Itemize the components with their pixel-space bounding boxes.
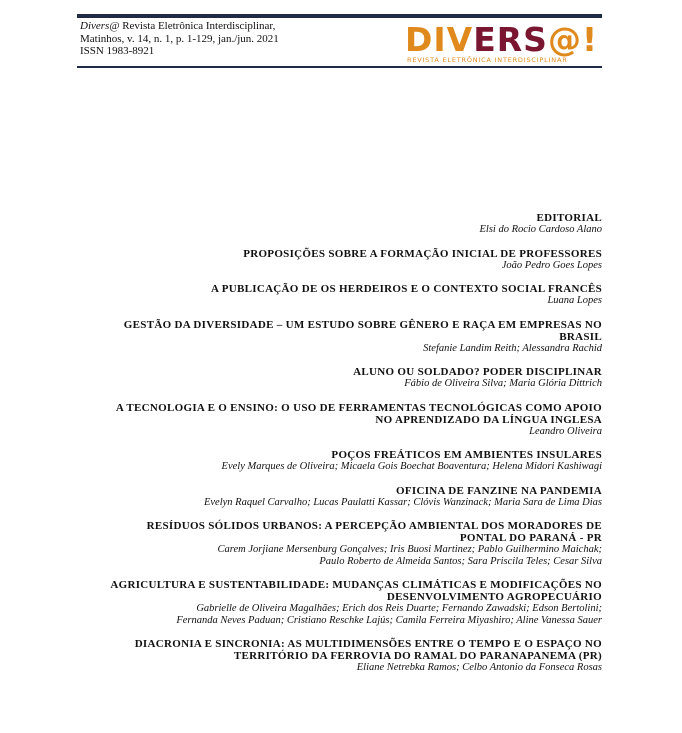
journal-line-1 [80, 20, 279, 33]
diversa-logo [405, 18, 605, 66]
article-title: RESÍDUOS SÓLIDOS URBANOS: A PERCEPÇÃO AMBIENTAL DOS MORADORES DE PONTAL DO PARANÁ - PR [146, 520, 602, 544]
article-title: ALUNO OU SOLDADO? PODER DISCIPLINAR [353, 366, 602, 378]
toc-entry [100, 638, 602, 674]
article-title: A PUBLICAÇÃO DE OS HERDEIROS E O CONTEXTO SOCIAL FRANCÊS [211, 283, 602, 295]
toc-entry [100, 319, 602, 355]
toc-entry [100, 283, 602, 307]
table-of-contents [100, 212, 602, 686]
article-title: PROPOSIÇÕES SOBRE A FORMAÇÃO INICIAL DE PROFESSORES [243, 247, 602, 260]
article-title: DIACRONIA E SINCRONIA: AS MULTIDIMENSÕES ENTRE O TEMPO E O ESPAÇO NO TERRITÓRIO DA FERROVIA DO RAMAL DO PARANAPANEMA (PR) [134, 638, 602, 662]
toc-entry [100, 579, 602, 626]
article-title: EDITORIAL [536, 212, 602, 224]
article-authors: Paulo Roberto de Almeida Santos; Sara Priscila Teles; Cesar Silva [319, 555, 602, 567]
journal-issn: ISSN 1983-8921 [80, 45, 155, 57]
toc-entry [100, 402, 602, 438]
logo-wordmark [405, 20, 598, 59]
toc-entry [100, 212, 602, 236]
logo-part-2: ERS [473, 20, 548, 59]
article-title: OFICINA DE FANZINE NA PANDEMIA [396, 484, 602, 497]
logo-part-1: DIV [405, 20, 474, 59]
article-authors: Fernanda Neves Paduan; Cristiano Reschke Lajús; Camila Ferreira Miyashiro; Aline Vanessa Sauer [176, 614, 602, 626]
journal-line-1-rest: Revista Eletrônica Interdisciplinar, [119, 20, 276, 32]
header-bottom-rule [77, 66, 602, 68]
article-authors: Evely Marques de Oliveira; Micaela Gois Boechat Boaventura; Helena Midori Kashiwagi [221, 461, 602, 472]
article-authors: Fábio de Oliveira Silva; Maria Glória Dittrich [404, 378, 602, 389]
article-authors: João Pedro Goes Lopes [501, 259, 602, 271]
toc-entry [100, 520, 602, 567]
article-authors: Stefanie Landim Reith; Alessandra Rachid [423, 342, 602, 354]
article-authors: Evelyn Raquel Carvalho; Lucas Paulatti Kassar; Clóvis Wanzinack; Maria Sara de Lima Dias [203, 496, 602, 508]
journal-line-2: Matinhos, v. 14, n. 1, p. 1-129, jan./jun. 2021 [80, 32, 279, 45]
toc-entry [100, 485, 602, 509]
toc-entry [100, 248, 602, 272]
article-authors: Luana Lopes [547, 295, 602, 306]
journal-citation [80, 20, 279, 58]
toc-entry [100, 449, 602, 473]
logo-subtitle: REVISTA ELETRÔNICA INTERDISCIPLINAR [407, 56, 568, 64]
article-authors: Carem Jorjiane Mersenburg Gonçalves; Iris Buosi Martinez; Pablo Guilhermino Maichak; [217, 544, 602, 555]
logo-part-3: @! [547, 20, 599, 59]
article-authors: Elsi do Rocio Cardoso Alano [479, 224, 602, 235]
article-title: GESTÃO DA DIVERSIDADE – UM ESTUDO SOBRE GÊNERO E RAÇA EM EMPRESAS NO BRASIL [123, 318, 602, 343]
article-authors: Eliane Netrebka Ramos; Celbo Antonio da Fonseca Rosas [356, 662, 602, 673]
article-title: A TECNOLOGIA E O ENSINO: O USO DE FERRAMENTAS TECNOLÓGICAS COMO APOIO NO APRENDIZADO DA LÍNGUA INGLESA [115, 401, 602, 426]
article-title: POÇOS FREÁTICOS EM AMBIENTES INSULARES [331, 449, 602, 461]
toc-entry [100, 366, 602, 390]
article-title: AGRICULTURA E SUSTENTABILIDADE: MUDANÇAS CLIMÁTICAS E MODIFICAÇÕES NO DESENVOLVIMENTO AGROPECUÁRIO [110, 579, 602, 603]
article-authors: Leandro Oliveira [529, 425, 602, 437]
journal-name: Divers@ [80, 20, 120, 32]
article-authors: Gabrielle de Oliveira Magalhães; Erich dos Reis Duarte; Fernando Zawadski; Edson Bertolini; [196, 603, 602, 614]
